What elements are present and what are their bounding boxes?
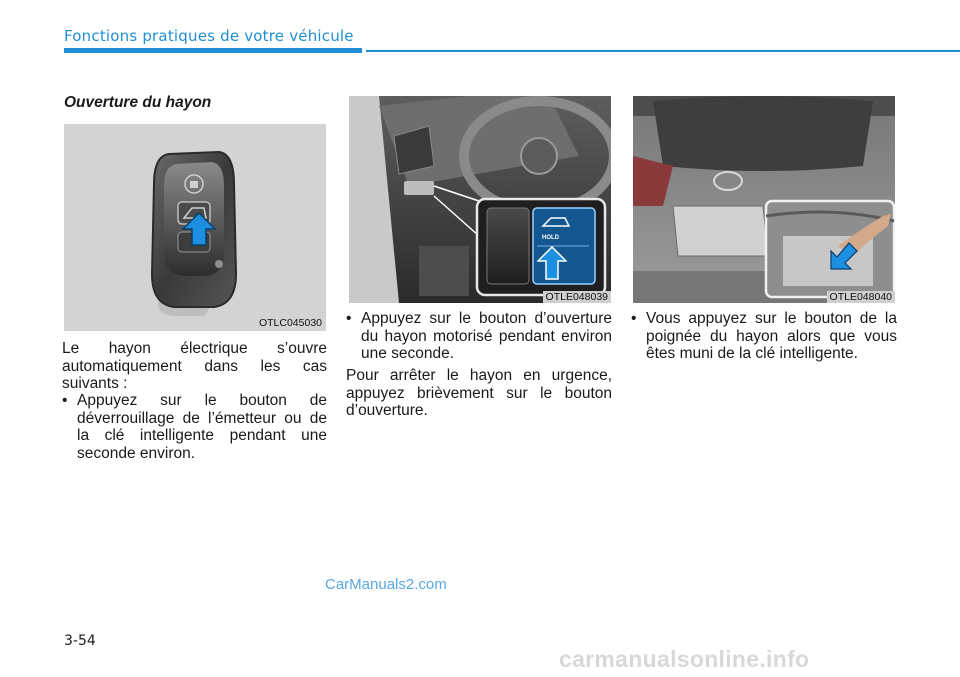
bullet-text: Vous appuyez sur le bouton de la poignée du hayon alors que vous êtes muni de la clé intelligente. — [646, 310, 897, 362]
press-arrow-icon — [537, 246, 567, 280]
press-arrow-icon — [182, 212, 216, 246]
hold-label: HOLD — [542, 235, 559, 241]
tailgate-drawing — [633, 96, 895, 303]
intro-paragraph: Le hayon électrique s’ouvre automatiquement dans les cas suivants : — [62, 340, 327, 392]
bullet-handle-button — [631, 310, 897, 363]
figure-code: OTLE048039 — [543, 291, 611, 303]
header-rule-thin — [366, 50, 960, 52]
page-number: 3-54 — [64, 633, 96, 649]
footer-watermark: carmanualsonline.info — [559, 646, 810, 672]
bullet-text: Appuyez sur le bouton d’ouverture du hayon motorisé pendant environ une seconde. — [361, 310, 612, 362]
figure-code: OTLC045030 — [258, 317, 322, 329]
dashboard-drawing — [349, 96, 611, 303]
press-arrow-icon — [829, 241, 859, 271]
header-rule-thick — [64, 48, 362, 53]
dashboard-button-illustration — [349, 96, 611, 303]
bullet-symbol: • — [346, 310, 352, 327]
tailgate-handle-illustration — [633, 96, 895, 303]
watermark-link[interactable]: CarManuals2.com — [325, 576, 447, 593]
figure-code: OTLE048040 — [827, 291, 895, 303]
bullet-symbol: • — [631, 310, 637, 327]
bullet-text: Appuyez sur le bouton de déverrouillage de l’émetteur ou de la clé intelligente pendant une seconde environ. — [77, 392, 327, 462]
bullet-key-fob — [62, 392, 327, 462]
emergency-stop-paragraph: Pour arrêter le hayon en urgence, appuyez brièvement sur le bouton d’ouverture. — [346, 367, 612, 419]
bullet-symbol: • — [62, 392, 68, 409]
bullet-dashboard-button — [346, 310, 612, 363]
section-title: Ouverture du hayon — [64, 94, 212, 111]
chapter-header: Fonctions pratiques de votre véhicule — [64, 27, 354, 45]
key-fob-illustration — [64, 124, 326, 331]
